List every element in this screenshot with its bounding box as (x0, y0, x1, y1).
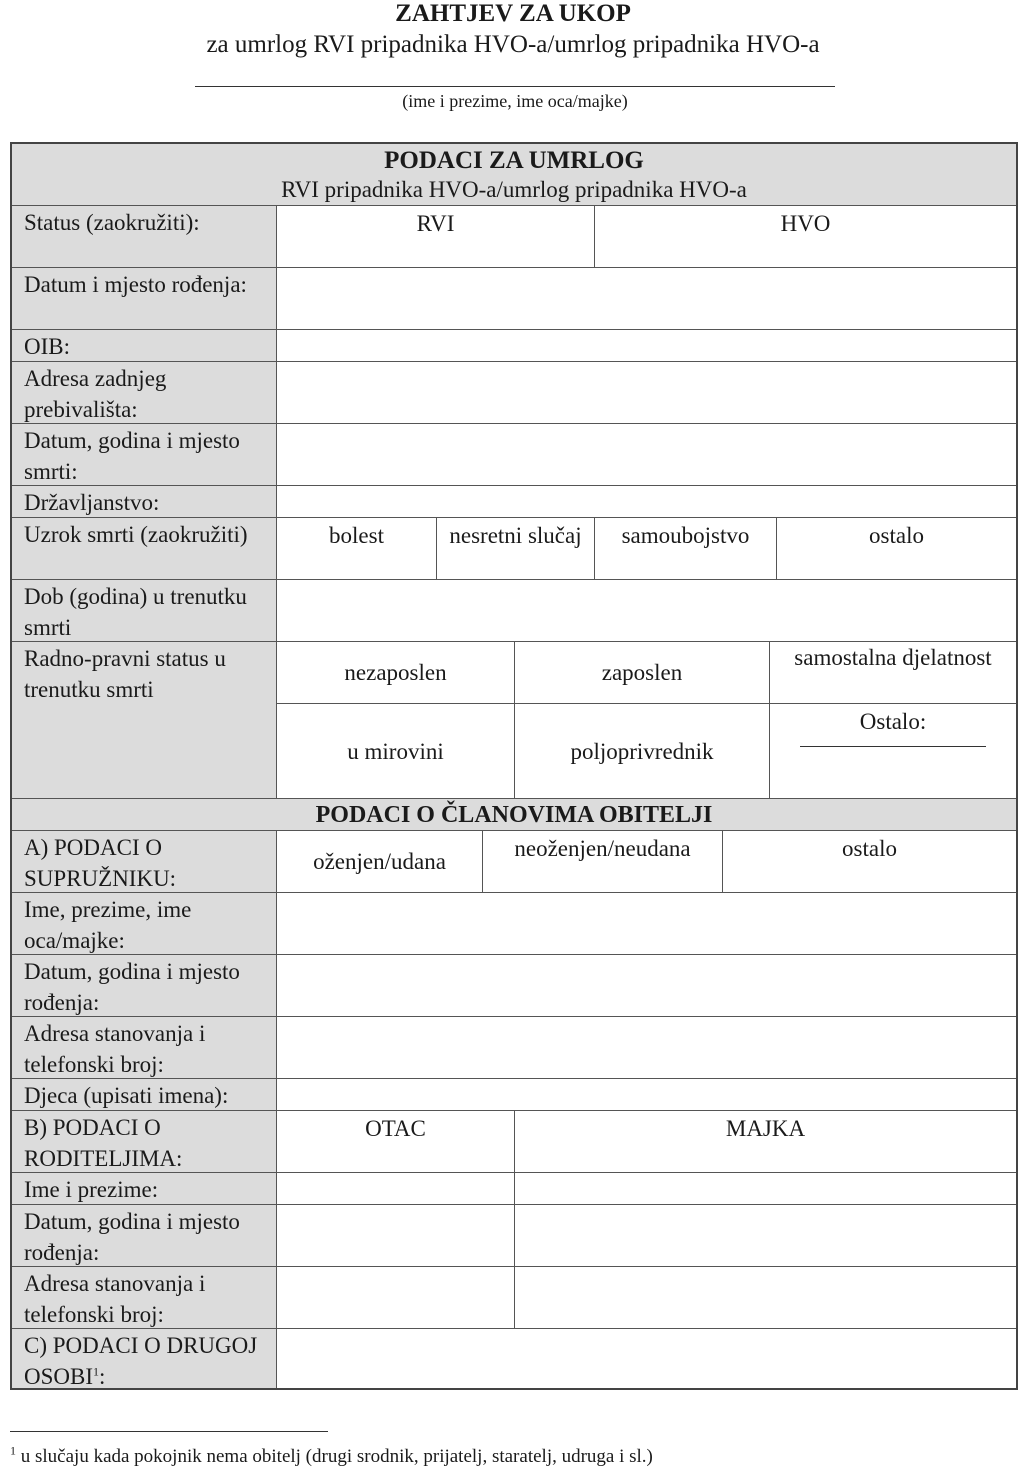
birth-field[interactable] (277, 268, 1016, 330)
parent-birth-label: Datum, godina i mjesto rođenja: (12, 1205, 277, 1267)
last-address-field[interactable] (277, 362, 1016, 424)
cause-option-suicide[interactable]: samoubojstvo (595, 518, 777, 580)
footnote-separator (10, 1431, 328, 1432)
children-field[interactable] (277, 1079, 1016, 1111)
employment-option-employed[interactable]: zaposlen (515, 642, 770, 704)
name-caption: (ime i prezime, ime oca/majke) (402, 91, 628, 111)
father-birth-field[interactable] (277, 1205, 515, 1267)
employment-option-farmer[interactable]: poljoprivrednik (515, 704, 770, 799)
spouse-name-label: Ime, prezime, ime oca/majke: (12, 893, 277, 955)
death-date-field[interactable] (277, 424, 1016, 486)
employment-option-retired[interactable]: u mirovini (277, 704, 515, 799)
employment-option-other[interactable] (770, 704, 1016, 799)
other-person-field[interactable] (277, 1329, 1016, 1388)
cause-option-other[interactable]: ostalo (777, 518, 1016, 580)
parent-address-label: Adresa stanovanja i telefonski broj: (12, 1267, 277, 1329)
parent-column-father: OTAC (277, 1111, 515, 1173)
other-person-label (12, 1329, 277, 1388)
parents-section-label: B) PODACI O RODITELJIMA: (12, 1111, 277, 1173)
document-subtitle: za umrlog RVI pripadnika HVO-a/umrlog pripadnika HVO-a (206, 31, 820, 58)
birth-label: Datum i mjesto rođenja: (12, 268, 277, 330)
children-label: Djeca (upisati imena): (12, 1079, 277, 1111)
status-option-hvo[interactable]: HVO (595, 206, 1016, 268)
spouse-address-field[interactable] (277, 1017, 1016, 1079)
spouse-section-label: A) PODACI O SUPRUŽNIKU: (12, 831, 277, 893)
spouse-address-label: Adresa stanovanja i telefonski broj: (12, 1017, 277, 1079)
mother-address-field[interactable] (515, 1267, 1016, 1329)
cause-option-accident[interactable]: nesretni slučaj (437, 518, 595, 580)
death-date-label: Datum, godina i mjesto smrti: (12, 424, 277, 486)
spouse-birth-label: Datum, godina i mjesto rođenja: (12, 955, 277, 1017)
employment-option-unemployed[interactable]: nezaposlen (277, 642, 515, 704)
employment-other-label: Ostalo: (859, 709, 927, 734)
employment-option-self-employed[interactable]: samostalna djelatnost (770, 642, 1016, 704)
parent-column-mother: MAJKA (515, 1111, 1016, 1173)
mother-birth-field[interactable] (515, 1205, 1016, 1267)
other-person-label-text: C) PODACI O DRUGOJ OSOBI (24, 1333, 258, 1389)
employment-status-label: Radno-pravni status u trenutku smrti (12, 642, 277, 799)
footnote-text: u slučaju kada pokojnik nema obitelj (drugi srodnik, prijatelj, staratelj, udruga i sl.) (16, 1446, 653, 1467)
burial-request-form (10, 142, 1018, 1390)
parent-name-label: Ime i prezime: (12, 1173, 277, 1205)
father-address-field[interactable] (277, 1267, 515, 1329)
citizenship-label: Državljanstvo: (12, 486, 277, 518)
mother-name-field[interactable] (515, 1173, 1016, 1205)
section-deceased-title: PODACI ZA UMRLOG (384, 147, 644, 174)
other-person-label-colon: : (99, 1364, 106, 1389)
section-deceased-subtitle: RVI pripadnika HVO-a/umrlog pripadnika HVO-a (281, 177, 747, 202)
spouse-birth-field[interactable] (277, 955, 1016, 1017)
oib-label: OIB: (12, 330, 277, 362)
last-address-label: Adresa zadnjeg prebivališta: (12, 362, 277, 424)
marital-option-other[interactable]: ostalo (723, 831, 1016, 893)
footnote (10, 1445, 1010, 1469)
marital-option-unmarried[interactable]: neoženjen/neudana (483, 831, 723, 893)
citizenship-field[interactable] (277, 486, 1016, 518)
employment-other-fill-line[interactable] (800, 746, 986, 747)
spouse-name-field[interactable] (277, 893, 1016, 955)
footnote-marker: 1 (10, 1443, 16, 1458)
age-at-death-field[interactable] (277, 580, 1016, 642)
cause-option-illness[interactable]: bolest (277, 518, 437, 580)
name-fill-line[interactable] (195, 86, 835, 87)
oib-field[interactable] (277, 330, 1016, 362)
marital-option-married[interactable]: oženjen/udana (277, 831, 483, 893)
document-title: ZAHTJEV ZA UKOP (395, 0, 631, 27)
footnote-ref-marker: 1 (93, 1364, 100, 1379)
cause-of-death-label: Uzrok smrti (zaokružiti) (12, 518, 277, 580)
status-option-rvi[interactable]: RVI (277, 206, 595, 268)
status-label: Status (zaokružiti): (12, 206, 277, 268)
section-family-header: PODACI O ČLANOVIMA OBITELJI (12, 799, 1016, 831)
section-deceased-header (12, 144, 1016, 206)
father-name-field[interactable] (277, 1173, 515, 1205)
age-at-death-label: Dob (godina) u trenutku smrti (12, 580, 277, 642)
